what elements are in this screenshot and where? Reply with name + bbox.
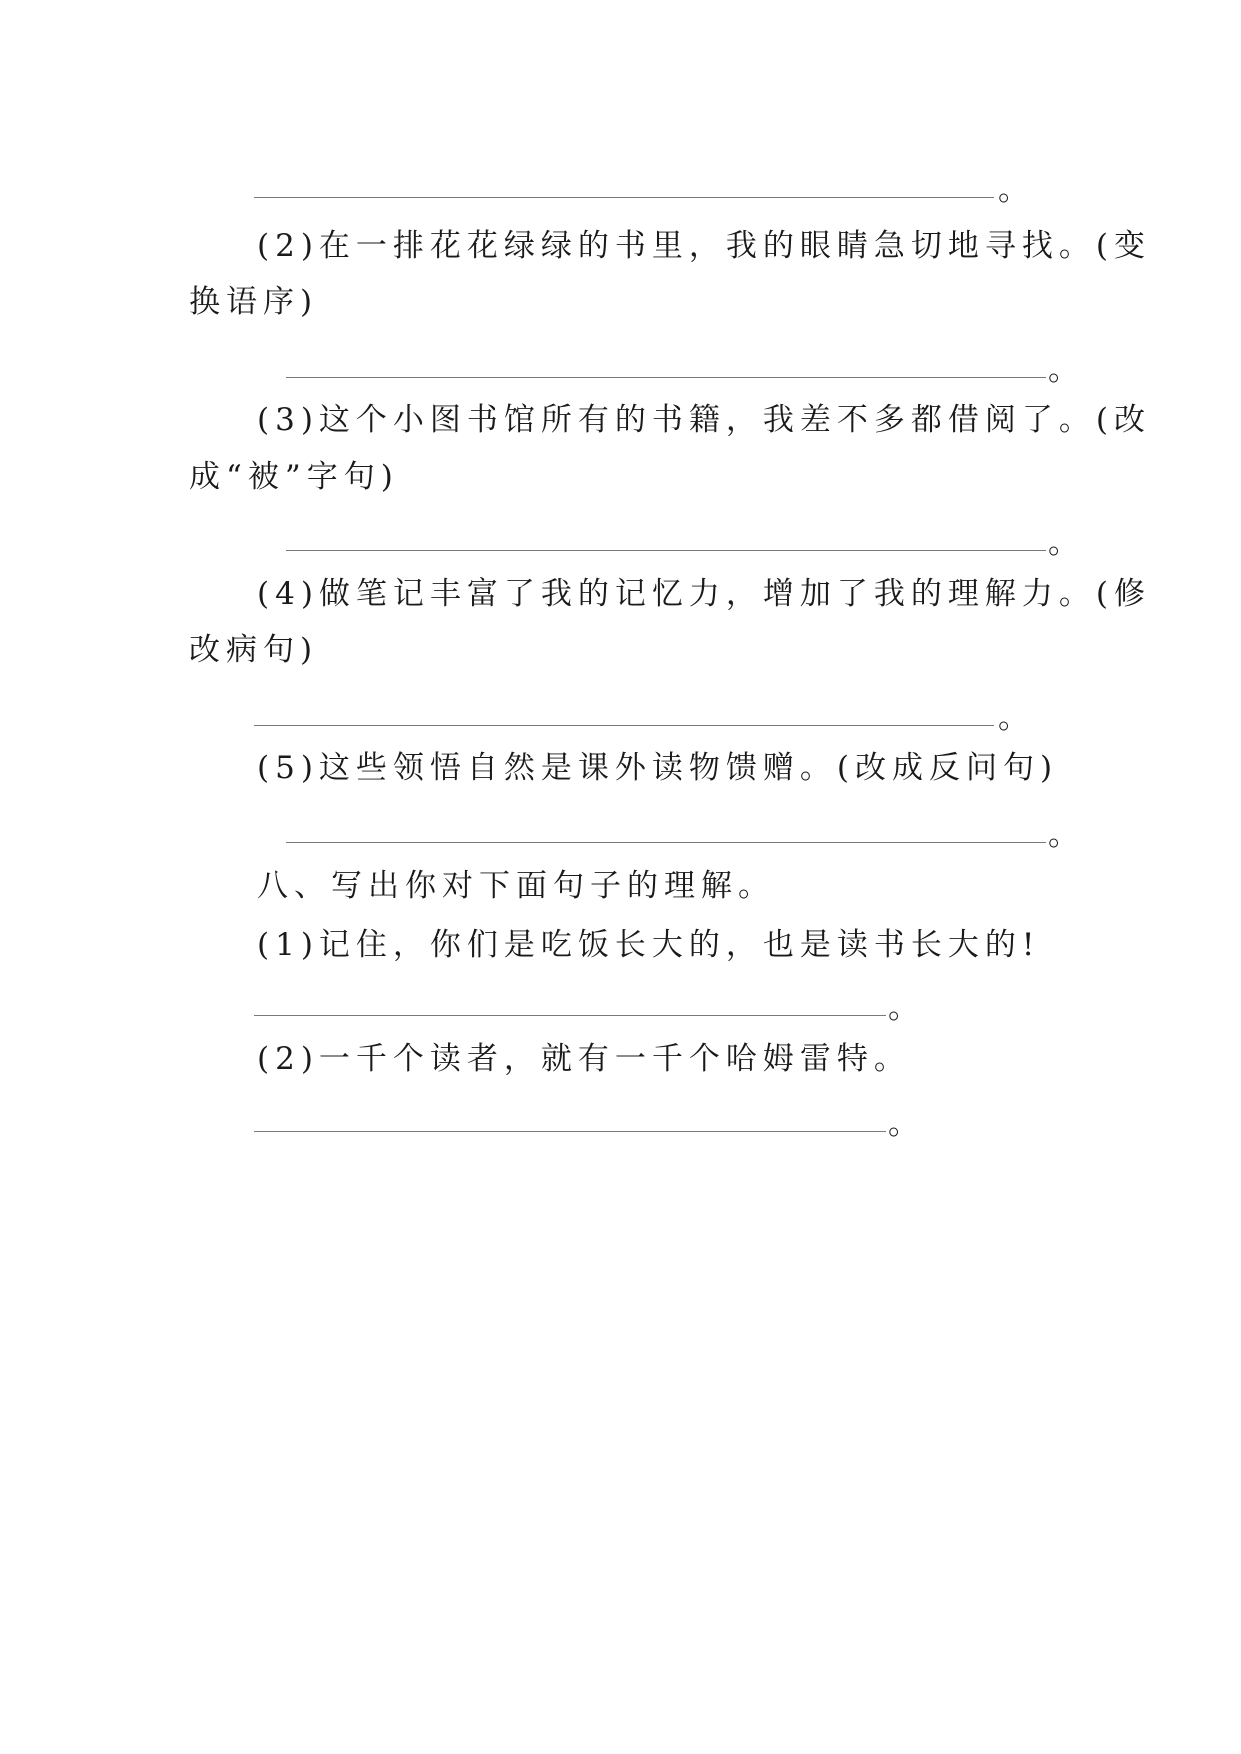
answer-line[interactable]	[254, 1106, 919, 1142]
q7-item4-line1: (4)做笔记丰富了我的记忆力，增加了我的理解力。(修	[257, 576, 1152, 612]
answer-line[interactable]	[254, 172, 1029, 208]
answer-line[interactable]	[254, 990, 919, 1026]
q8-item2: (2)一千个读者，就有一千个哈姆雷特。	[257, 1041, 911, 1077]
answer-line[interactable]	[286, 525, 1079, 561]
answer-end-mark: 。	[888, 990, 919, 1026]
answer-line[interactable]	[254, 700, 1029, 736]
q7-item5-line1: (5)这些领悟自然是课外读物馈赠。(改成反问句)	[257, 750, 1059, 786]
answer-end-mark: 。	[1048, 525, 1079, 561]
q8-heading: 八、写出你对下面句子的理解。	[257, 868, 775, 904]
answer-end-mark: 。	[998, 700, 1029, 736]
answer-end-mark: 。	[1048, 352, 1079, 388]
q7-item2-line2: 换语序)	[189, 284, 319, 320]
answer-end-mark: 。	[1048, 817, 1079, 853]
q7-item2-line1: (2)在一排花花绿绿的书里，我的眼睛急切地寻找。(变	[257, 228, 1152, 264]
q7-item3-line2: 成“被”字句)	[189, 459, 399, 495]
q8-item1: (1)记住，你们是吃饭长大的，也是读书长大的!	[257, 927, 1041, 963]
q7-item3-line1: (3)这个小图书馆所有的书籍，我差不多都借阅了。(改	[257, 402, 1152, 438]
q7-item4-line2: 改病句)	[189, 632, 319, 668]
answer-line[interactable]	[286, 352, 1079, 388]
answer-end-mark: 。	[998, 172, 1029, 208]
answer-line[interactable]	[286, 817, 1079, 853]
answer-end-mark: 。	[888, 1106, 919, 1142]
